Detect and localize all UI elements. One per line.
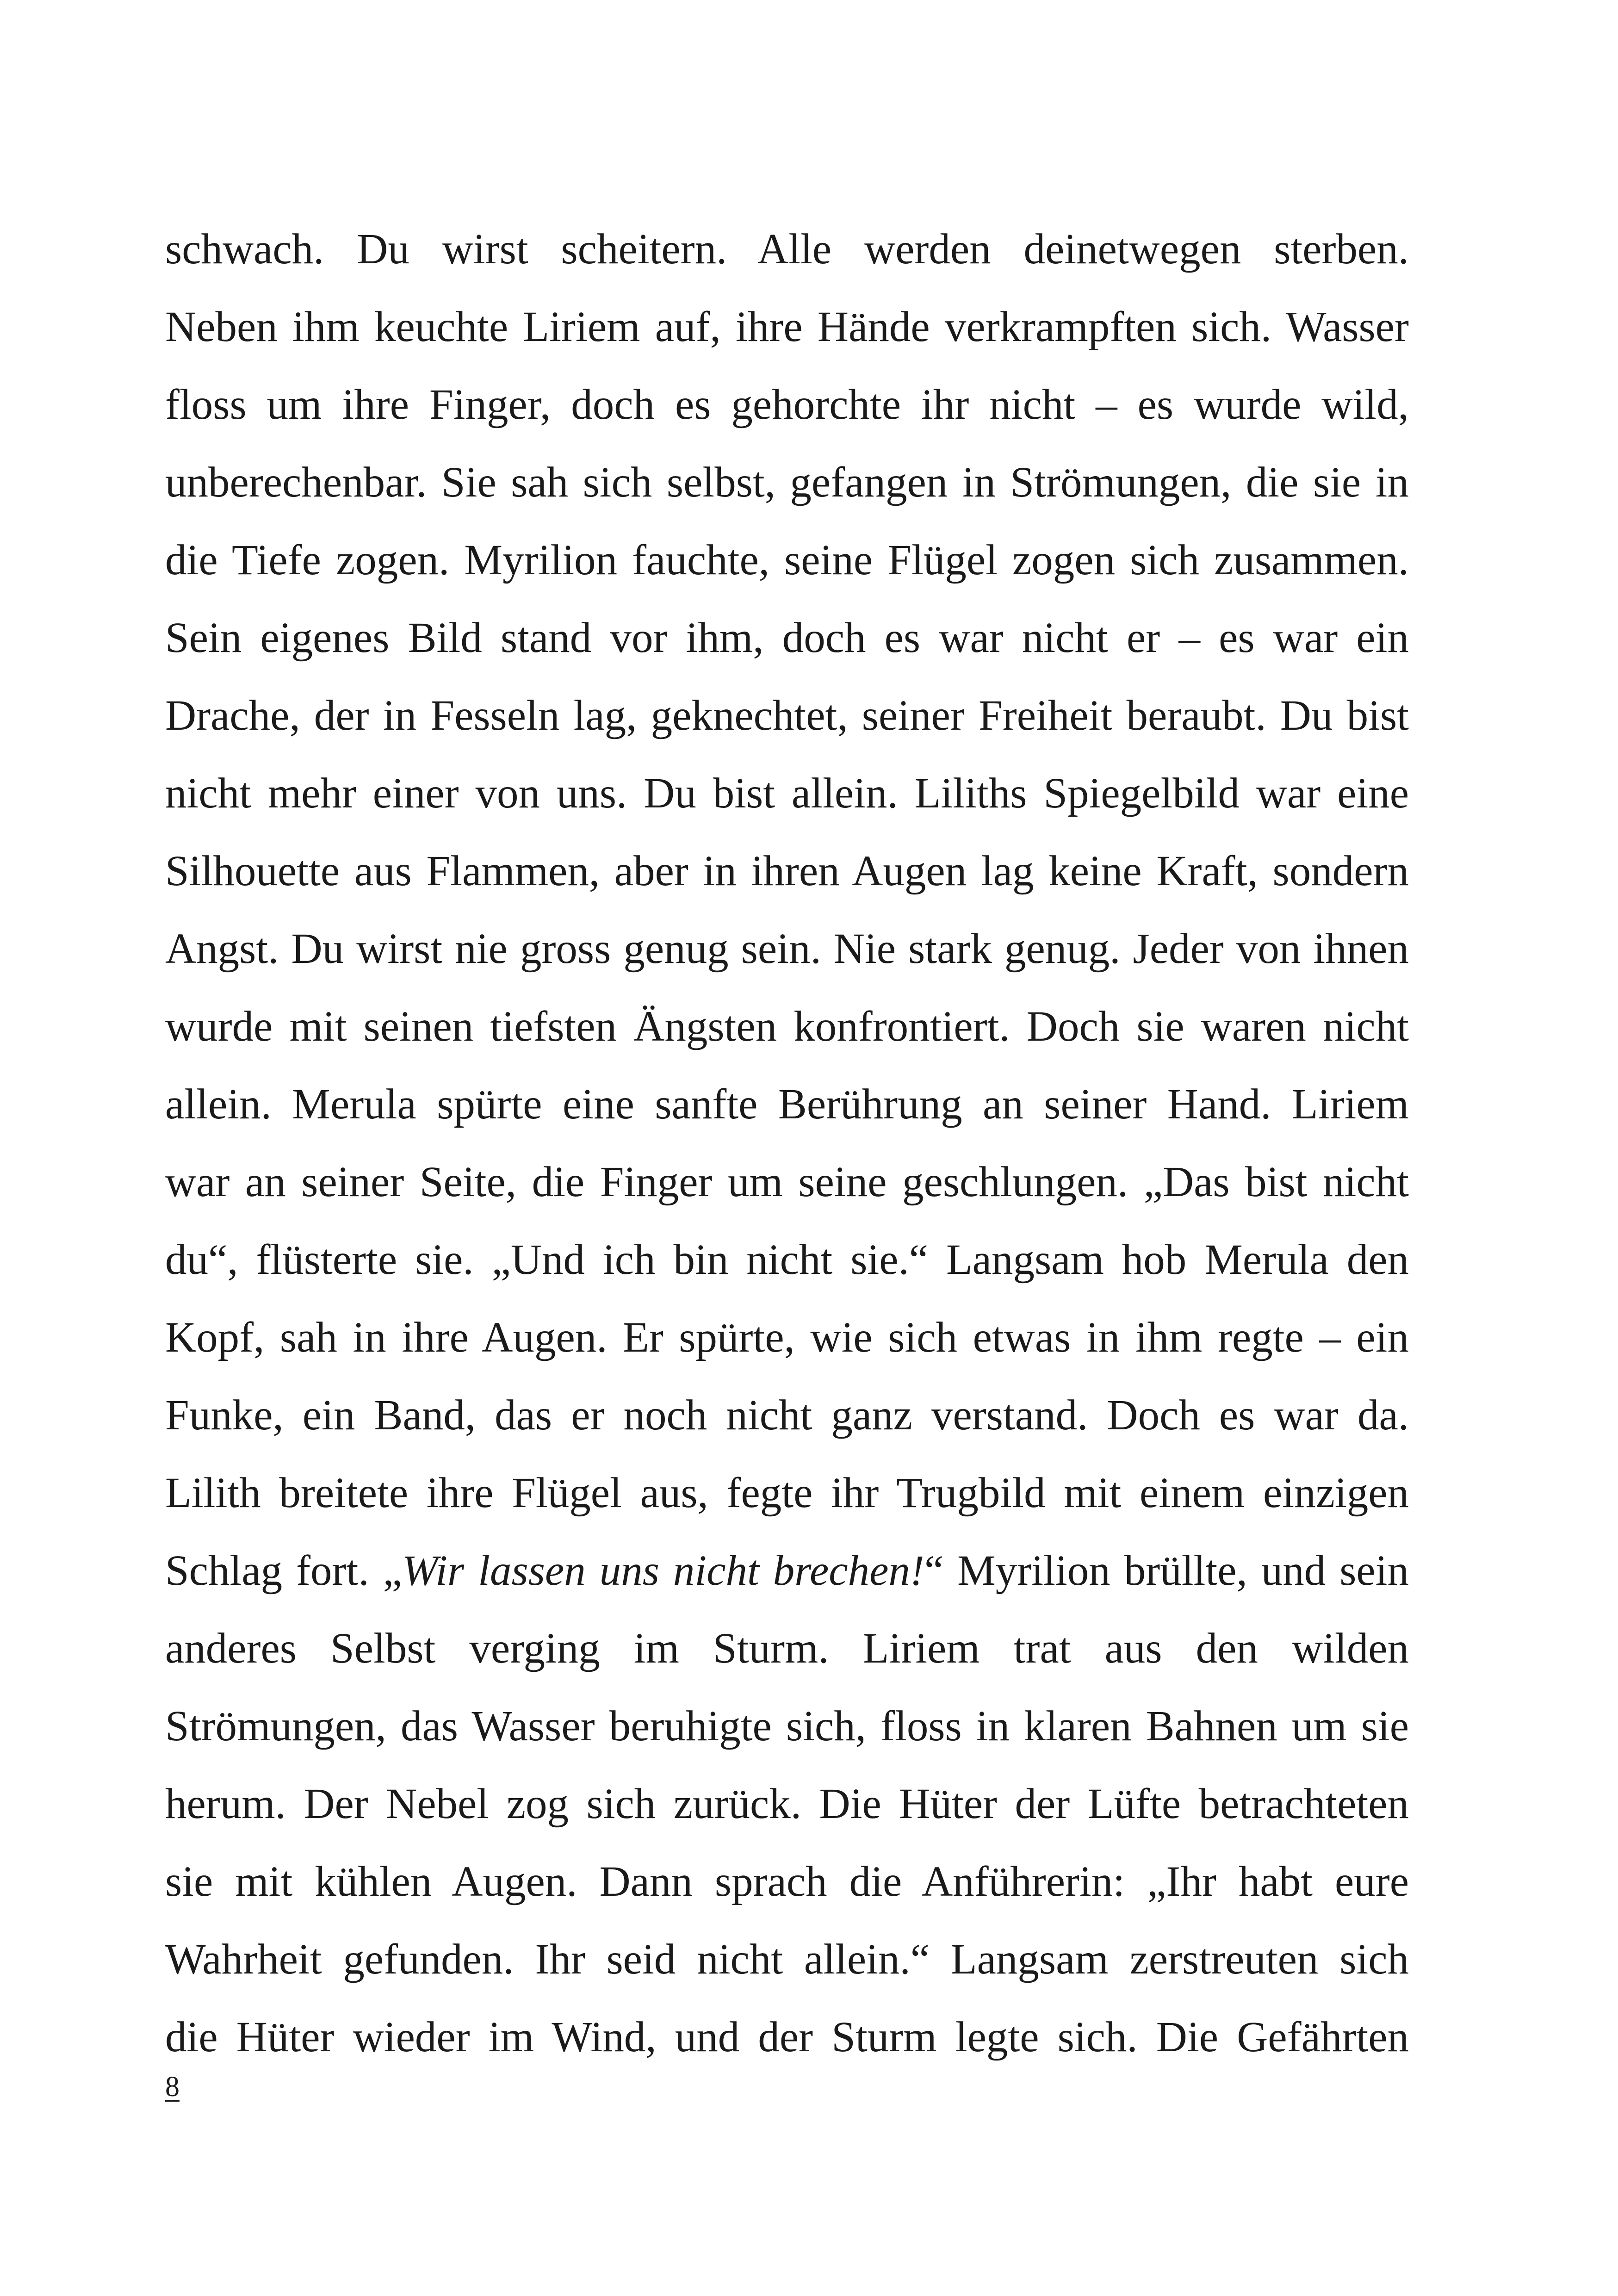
text-line: die Tiefe zogen. Myrilion fauchte, seine Flügel zogen sich zusammen. — [165, 536, 1409, 584]
text-line: du“, flüsterte sie. „Und ich bin nicht sie.“ Langsam hob Merula den — [165, 1236, 1409, 1284]
text-line: nicht mehr einer von uns. Du bist allein. Liliths Spiegelbild war eine — [165, 769, 1409, 817]
text-line: unberechenbar. Sie sah sich selbst, gefangen in Strömungen, die sie in — [165, 459, 1409, 506]
text-line: wurde mit seinen tiefsten Ängsten konfrontiert. Doch sie waren nicht — [165, 1003, 1409, 1050]
text-line: schwach. Du wirst scheitern. Alle werden deinetwegen sterben. — [165, 225, 1409, 273]
text-line: Sein eigenes Bild stand vor ihm, doch es war nicht er – es war ein — [165, 614, 1409, 662]
text-line: die Hüter wieder im Wind, und der Sturm legte sich. Die Gefährten — [165, 2013, 1409, 2061]
body-text — [165, 211, 1409, 2076]
text-line-with-italic — [165, 1532, 1409, 1610]
text-line: war an seiner Seite, die Finger um seine geschlungen. „Das bist nicht — [165, 1158, 1409, 1206]
text-line: Silhouette aus Flammen, aber in ihren Augen lag keine Kraft, sondern — [165, 847, 1409, 895]
text-line: herum. Der Nebel zog sich zurück. Die Hüter der Lüfte betrachteten — [165, 1780, 1409, 1828]
text-line: sie mit kühlen Augen. Dann sprach die Anführerin: „Ihr habt eure — [165, 1858, 1409, 1905]
italic-quote: Wir lassen uns nicht brechen! — [402, 1547, 924, 1595]
text-line: Neben ihm keuchte Liriem auf, ihre Hände verkrampften sich. Wasser — [165, 303, 1409, 351]
text-line: anderes Selbst verging im Sturm. Liriem trat aus den wilden — [165, 1625, 1409, 1672]
page-number: 8 — [165, 2071, 180, 2103]
text-line: floss um ihre Finger, doch es gehorchte ihr nicht – es wurde wild, — [165, 381, 1409, 428]
text-segment: Schlag fort. „ — [165, 1547, 402, 1595]
text-line: Strömungen, das Wasser beruhigte sich, floss in klaren Bahnen um sie — [165, 1702, 1409, 1750]
text-line: Funke, ein Band, das er noch nicht ganz verstand. Doch es war da. — [165, 1391, 1409, 1439]
text-segment: “ Myrilion brüllte, und sein — [924, 1547, 1409, 1595]
text-line: Wahrheit gefunden. Ihr seid nicht allein.“ Langsam zerstreuten sich — [165, 1936, 1409, 1983]
text-line: Kopf, sah in ihre Augen. Er spürte, wie sich etwas in ihm regte – ein — [165, 1314, 1409, 1361]
text-line: Lilith breitete ihre Flügel aus, fegte ihr Trugbild mit einem einzigen — [165, 1469, 1409, 1517]
text-line: Angst. Du wirst nie gross genug sein. Nie stark genug. Jeder von ihnen — [165, 925, 1409, 973]
text-line: Drache, der in Fesseln lag, geknechtet, seiner Freiheit beraubt. Du bist — [165, 692, 1409, 739]
text-line: allein. Merula spürte eine sanfte Berührung an seiner Hand. Liriem — [165, 1080, 1409, 1128]
